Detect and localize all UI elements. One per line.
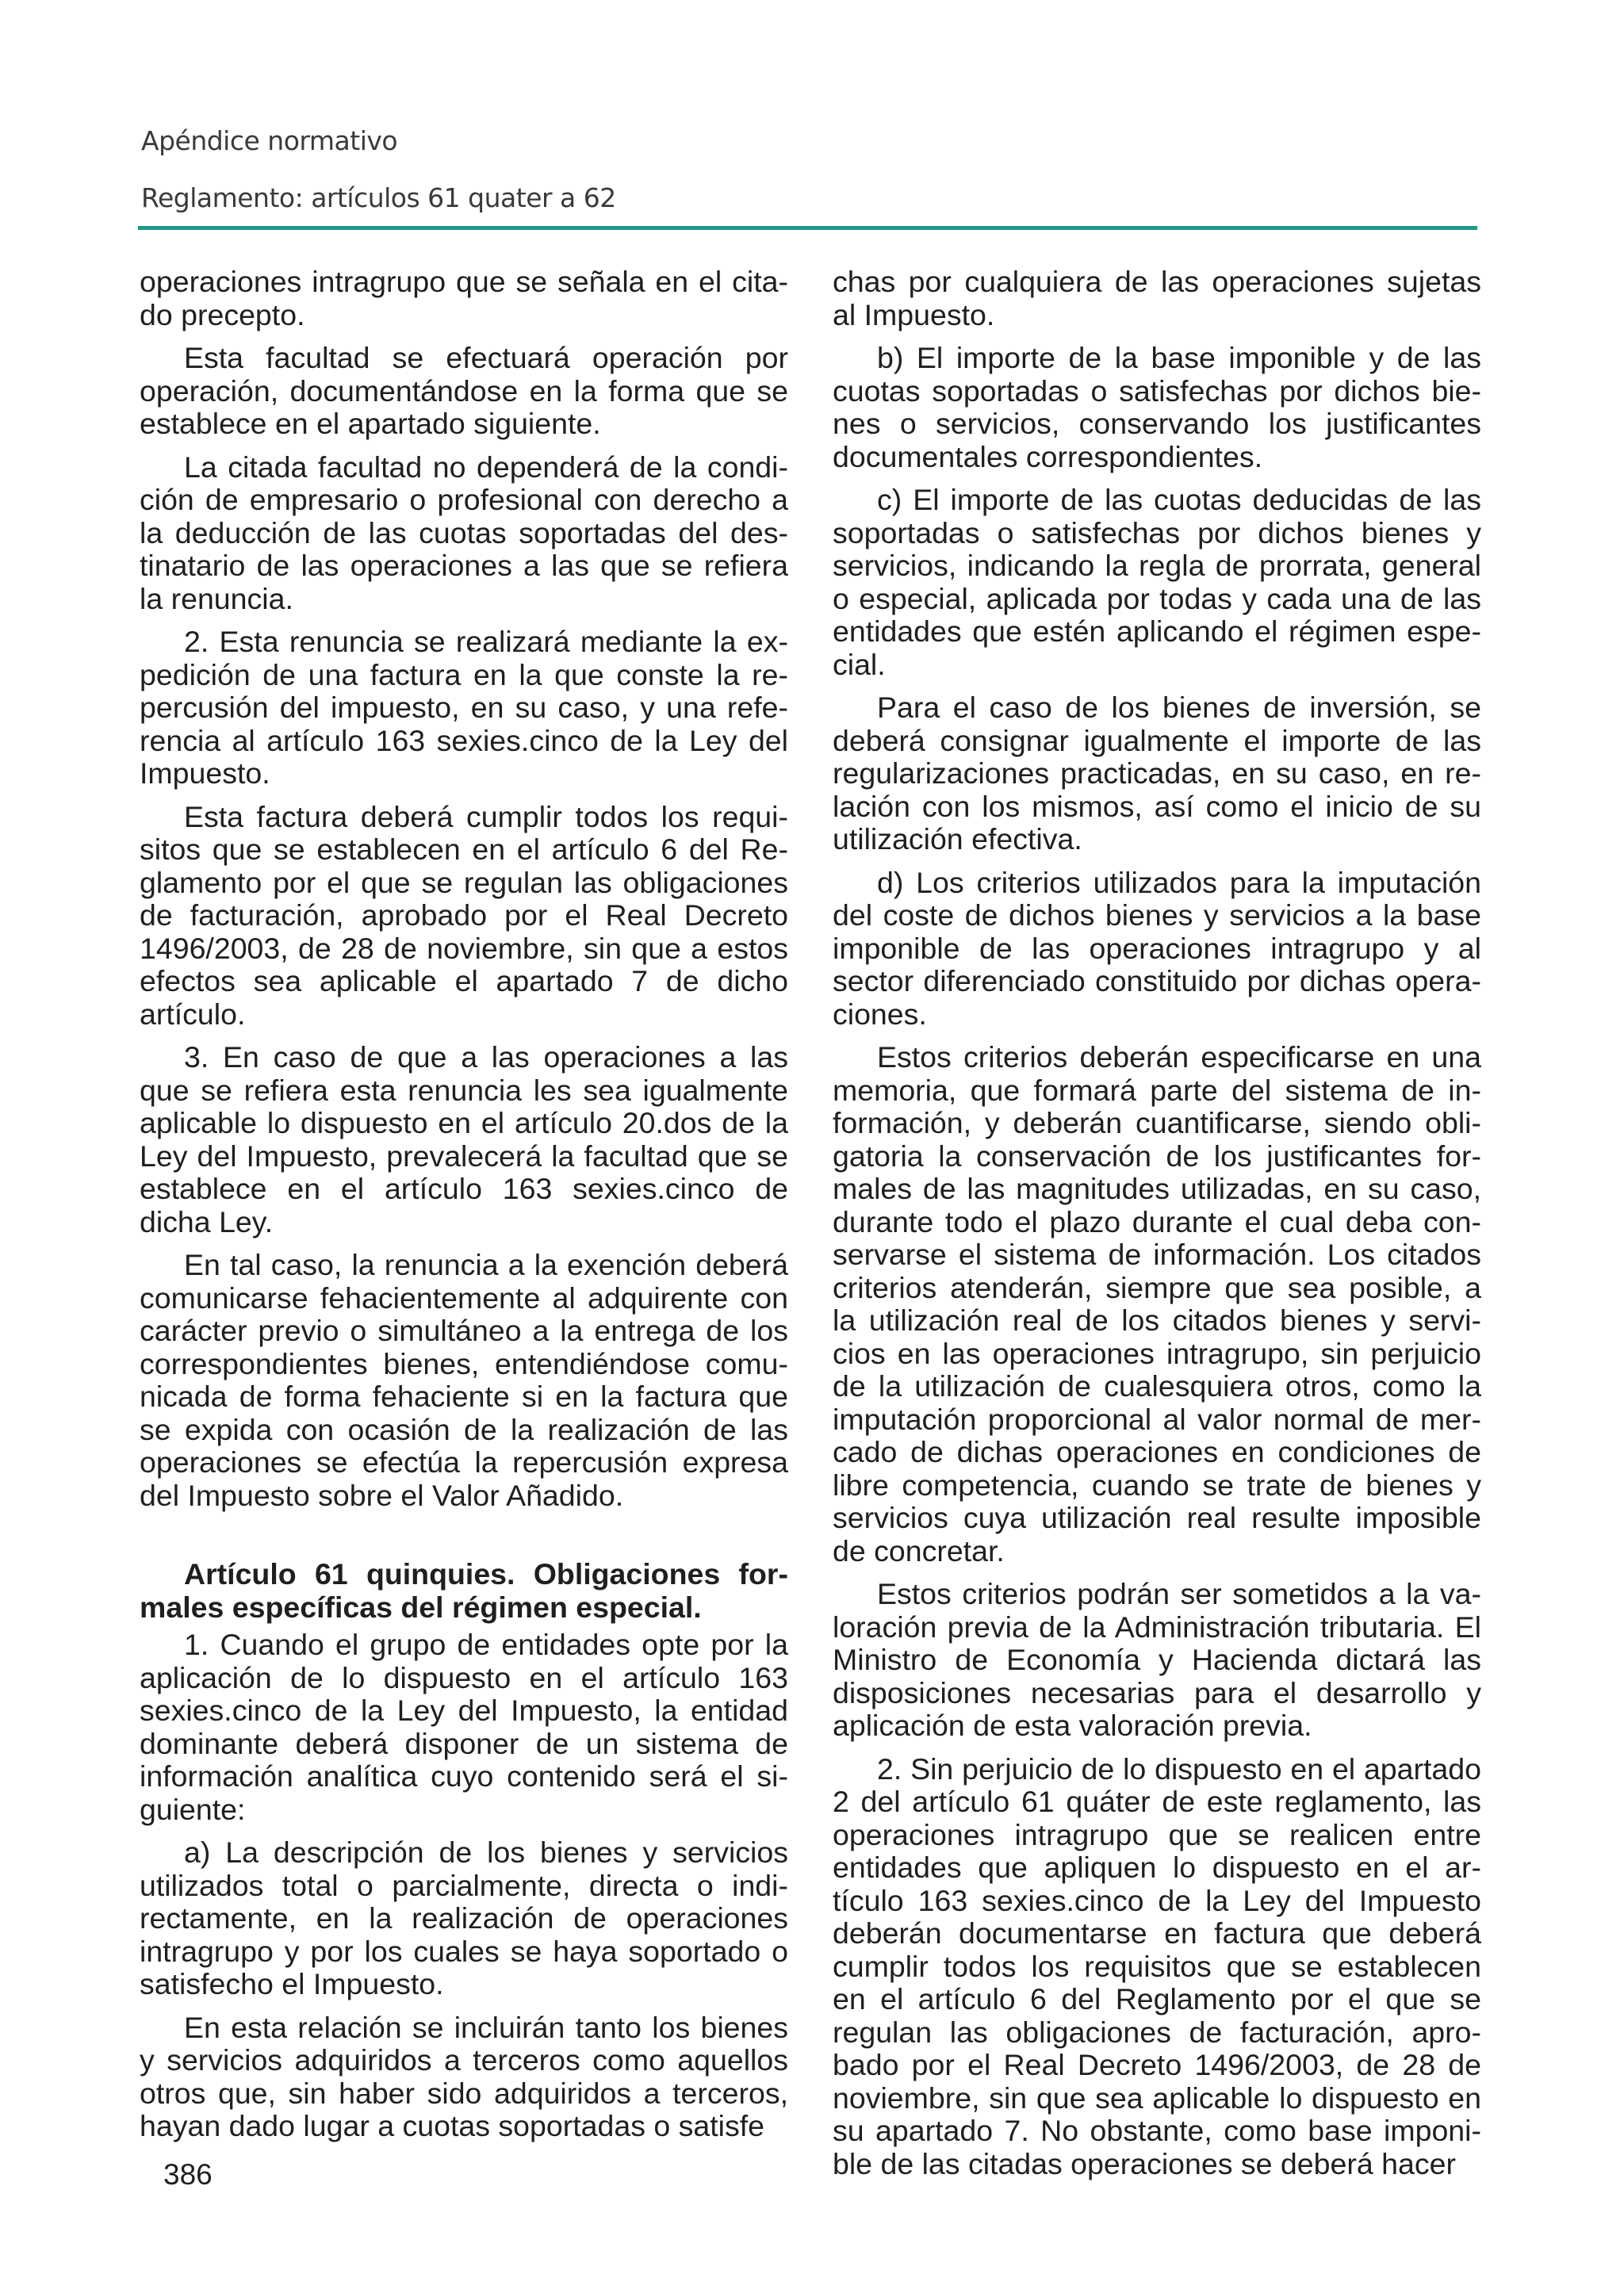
paragraph: 2. Esta renuncia se realizará mediante la expedición de una factura en la que conste la repercusión del impuesto, en su caso, y una referencia al artículo 163 sexies.cinco de la Ley del Impuesto.: [140, 625, 788, 790]
paragraph: c) El importe de las cuotas deducidas de las soportadas o satisfechas por dichos bienes y servicios, indicando la regla de prorrata, general o especial, aplicada por todas y cada una de las entidades que estén aplicando el régimen especial.: [833, 483, 1481, 681]
paragraph: Estos criterios deberán especificarse en una memoria, que formará parte del sistema de información, y deberán cuantificarse, siendo obligatoria la conservación de los justificantes formales de las magnitudes utilizadas, en su caso, durante todo el plazo durante el cual deba conservarse el sistema de información. Los citados criterios atenderán, siempre que sea posible, a la utilización real de los citados bienes y servicios en las operaciones intragrupo, sin perjuicio de la utilización de cualesquiera otros, como la imputación proporcional al valor normal de mercado de dichas operaciones en condiciones de libre competencia, cuando se trate de bienes y servicios cuya utilización real resulte imposible de concretar.: [833, 1040, 1481, 1568]
paragraph: a) La descripción de los bienes y servicios utilizados total o parcialmente, directa o indirectamente, en la realización de operaciones intragrupo y por los cuales se haya soportado o satisfecho el Impuesto.: [140, 1836, 788, 2000]
page-number: 386: [163, 2158, 213, 2191]
paragraph: Esta factura deberá cumplir todos los requisitos que se establecen en el artículo 6 del Reglamento por el que se regulan las obligaciones de facturación, aprobado por el Real Decreto 1496/2003, de 28 de noviembre, sin que a estos efectos sea aplicable el apartado 7 de dicho artículo.: [140, 799, 788, 1031]
paragraph: La citada facultad no dependerá de la condición de empresario o profesional con derecho a la deducción de las cuotas soportadas del destinatario de las operaciones a las que se refiera la renuncia.: [140, 450, 788, 615]
paragraph: d) Los criterios utilizados para la imputación del coste de dichos bienes y servicios a la base imponible de las operaciones intragrupo y al sector diferenciado constituido por dichas operaciones.: [833, 865, 1481, 1031]
paragraph: Esta facultad se efectuará operación por operación, documentándose en la forma que se establece en el apartado siguiente.: [140, 341, 788, 440]
article-heading: Artículo 61 quinquies. Obligaciones formales específicas del régimen especial.: [140, 1557, 788, 1624]
left-column-paragraphs-after: [140, 1629, 788, 2143]
paragraph: 2. Sin perjuicio de lo dispuesto en el apartado 2 del artículo 61 quáter de este reglamento, las operaciones intragrupo que se realicen entre entidades que apliquen lo dispuesto en el artículo 163 sexies.cinco de la Ley del Impuesto deberán documentarse en factura que deberá cumplir todos los requisitos que se establecen en el artículo 6 del Reglamento por el que se regulan las obligaciones de facturación, aprobado por el Real Decreto 1496/2003, de 28 de noviembre, sin que sea aplicable lo dispuesto en su apartado 7. No obstante, como base imponible de las citadas operaciones se deberá hacer: [833, 1751, 1481, 2180]
paragraph: Para el caso de los bienes de inversión, se deberá consignar igualmente el importe de las regularizaciones practicadas, en su caso, en relación con los mismos, así como el inicio de su utilización efectiva.: [833, 691, 1481, 856]
left-column-paragraphs: [140, 266, 788, 1512]
left-column: [140, 266, 788, 2153]
running-header-subsection: Reglamento: artículos 61 quater a 62: [141, 182, 616, 213]
header-rule: [138, 226, 1477, 230]
paragraph: chas por cualquiera de las operaciones sujetas al Impuesto.: [833, 265, 1481, 331]
paragraph: En tal caso, la renuncia a la exención deberá comunicarse fehacientemente al adquirente con carácter previo o simultáneo a la entrega de los correspondientes bienes, entendiéndose comunicada de forma fehaciente si en la factura que se expida con ocasión de la realización de las operaciones se efectúa la repercusión expresa del Impuesto sobre el Valor Añadido.: [140, 1248, 788, 1512]
paragraph: En esta relación se incluirán tanto los bienes y servicios adquiridos a terceros como aquellos otros que, sin haber sido adquiridos a terceros, hayan dado lugar a cuotas soportadas o satisfe: [140, 2010, 788, 2142]
paragraph: 1. Cuando el grupo de entidades opte por la aplicación de lo dispuesto en el artículo 163 sexies.cinco de la Ley del Impuesto, la entidad dominante deberá disponer de un sistema de información analítica cuyo contenido será el siguiente:: [140, 1628, 788, 1826]
paragraph: 3. En caso de que a las operaciones a las que se refiera esta renuncia les sea igualmente aplicable lo dispuesto en el artículo 20.dos de la Ley del Impuesto, prevalecerá la facultad que se establece en el artículo 163 sexies.cinco de dicha Ley.: [140, 1040, 788, 1238]
right-column-paragraphs: [833, 266, 1481, 2180]
running-header-section: Apéndice normativo: [141, 125, 398, 156]
paragraph: b) El importe de la base imponible y de las cuotas soportadas o satisfechas por dichos bienes o servicios, conservando los justificantes documentales correspondientes.: [833, 341, 1481, 473]
paragraph: operaciones intragrupo que se señala en el citado precepto.: [140, 265, 788, 331]
right-column: [833, 266, 1481, 2191]
paragraph: Estos criterios podrán ser sometidos a la valoración previa de la Administración tributaria. El Ministro de Economía y Hacienda dictará las disposiciones necesarias para el desarrollo y aplicación de esta valoración previa.: [833, 1577, 1481, 1742]
